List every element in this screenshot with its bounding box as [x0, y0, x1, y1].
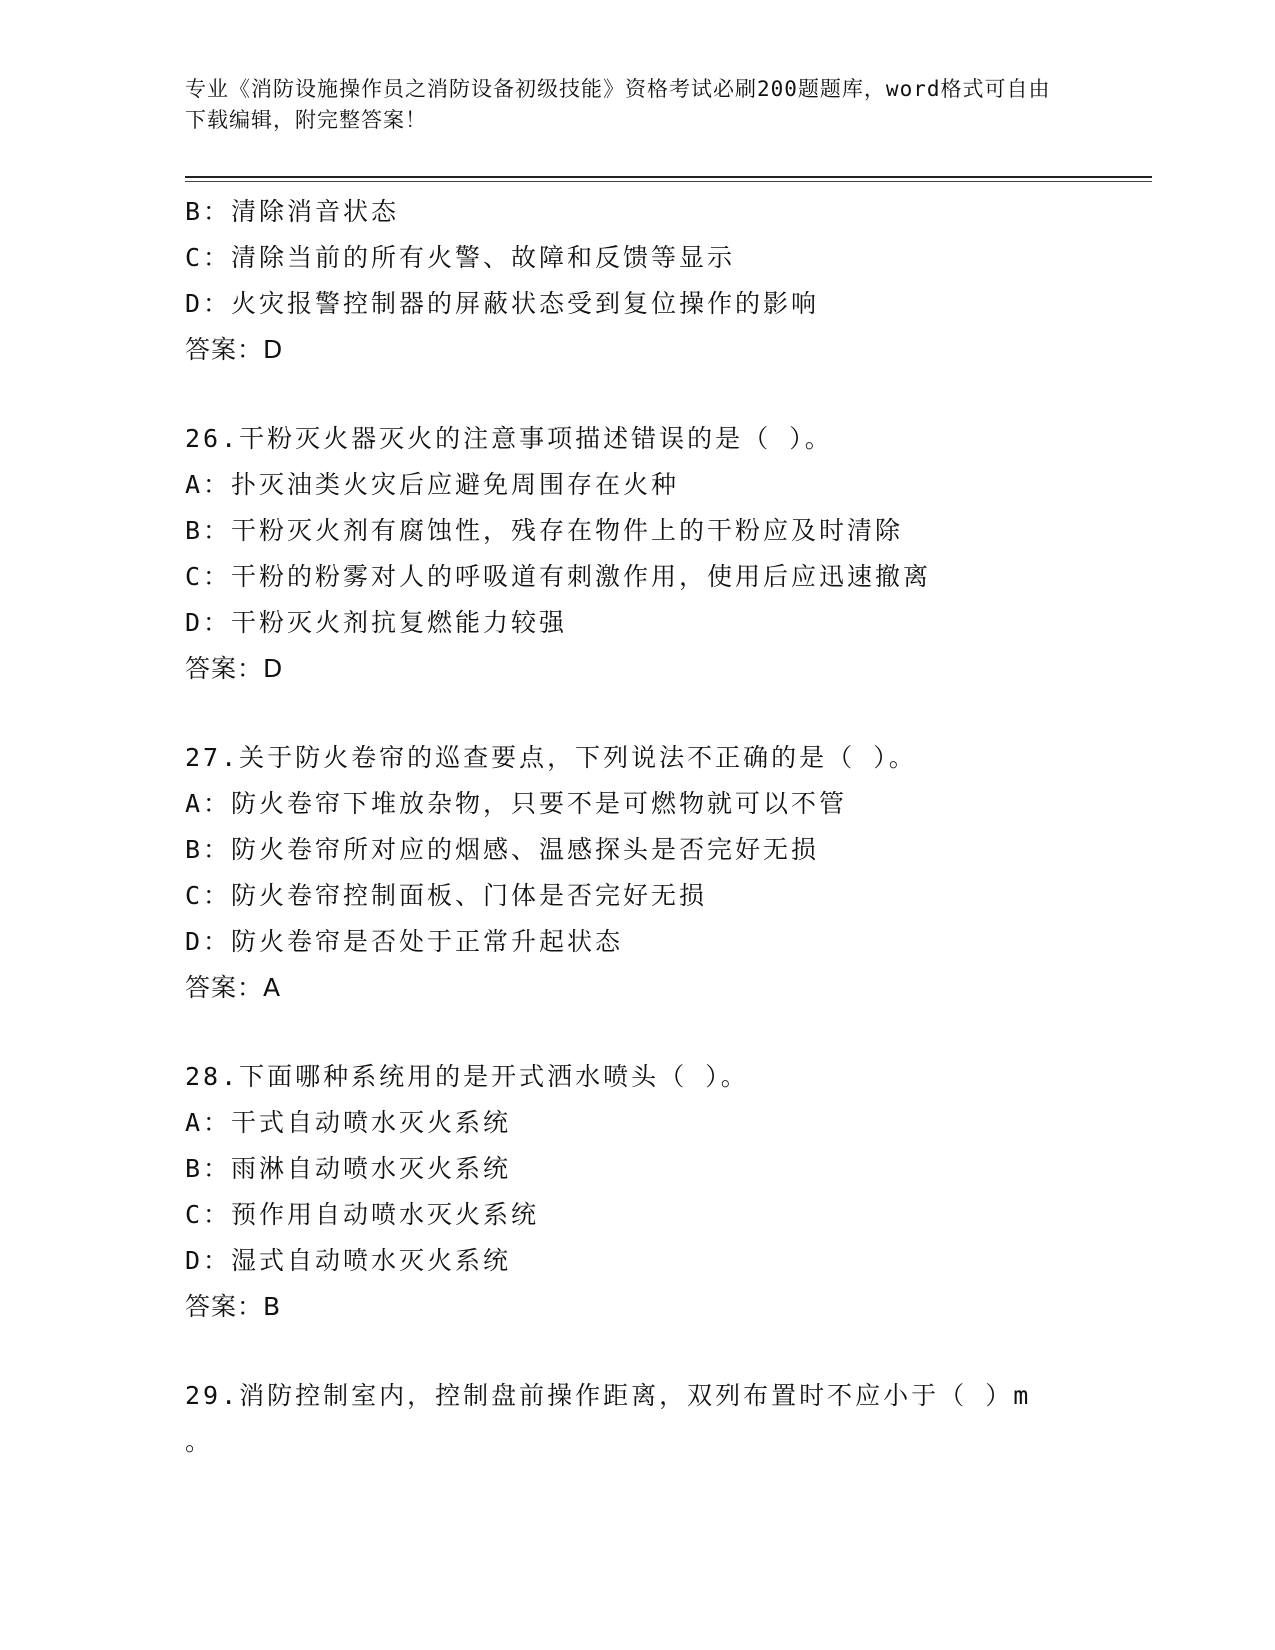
option-c: C：干粉的粉雾对人的呼吸道有刺激作用，使用后应迅速撤离: [185, 562, 932, 591]
answer-line: 答案：A: [185, 973, 282, 1002]
option-d: D：火灾报警控制器的屏蔽状态受到复位操作的影响: [185, 289, 820, 318]
question-stem: 26.干粉灭火器灭火的注意事项描述错误的是（ ）。: [185, 424, 833, 453]
question-stem-wrap: 。: [185, 1427, 214, 1456]
option-d: D：湿式自动喷水灭火系统: [185, 1246, 512, 1275]
option-c: C：预作用自动喷水灭火系统: [185, 1200, 540, 1229]
option-c: C：防火卷帘控制面板、门体是否完好无损: [185, 881, 708, 910]
answer-line: 答案：B: [185, 1292, 282, 1321]
header-divider-thin: [185, 181, 1152, 182]
option-a: A：扑灭油类火灾后应避免周围存在火种: [185, 470, 680, 499]
option-b: B：雨淋自动喷水灭火系统: [185, 1154, 512, 1183]
option-c: C：清除当前的所有火警、故障和反馈等显示: [185, 243, 736, 272]
option-d: D：防火卷帘是否处于正常升起状态: [185, 927, 624, 956]
header-divider-thick: [185, 176, 1152, 178]
question-27: [185, 735, 1085, 1011]
question-stem: 28.下面哪种系统用的是开式洒水喷头（ ）。: [185, 1062, 749, 1091]
question-list: [185, 189, 1085, 1465]
question-stem: 27.关于防火卷帘的巡查要点，下列说法不正确的是（ ）。: [185, 743, 917, 772]
question-29: [185, 1373, 1085, 1465]
option-a: A：干式自动喷水灭火系统: [185, 1108, 512, 1137]
option-d: D：干粉灭火剂抗复燃能力较强: [185, 608, 568, 637]
option-b: B：防火卷帘所对应的烟感、温感探头是否完好无损: [185, 835, 820, 864]
question-26: [185, 416, 1085, 692]
document-header: 专业《消防设施操作员之消防设备初级技能》资格考试必刷200题题库，word格式可自由下载编辑，附完整答案！: [185, 77, 1051, 132]
question-28: [185, 1054, 1085, 1330]
question-25-continuation: [185, 189, 1085, 373]
option-b: B：清除消音状态: [185, 197, 400, 226]
option-b: B：干粉灭火剂有腐蚀性，残存在物件上的干粉应及时清除: [185, 516, 904, 545]
option-a: A：防火卷帘下堆放杂物，只要不是可燃物就可以不管: [185, 789, 848, 818]
answer-line: 答案：D: [185, 335, 284, 364]
answer-line: 答案：D: [185, 654, 284, 683]
question-stem: 29.消防控制室内，控制盘前操作距离，双列布置时不应小于（ ）m: [185, 1381, 1032, 1410]
